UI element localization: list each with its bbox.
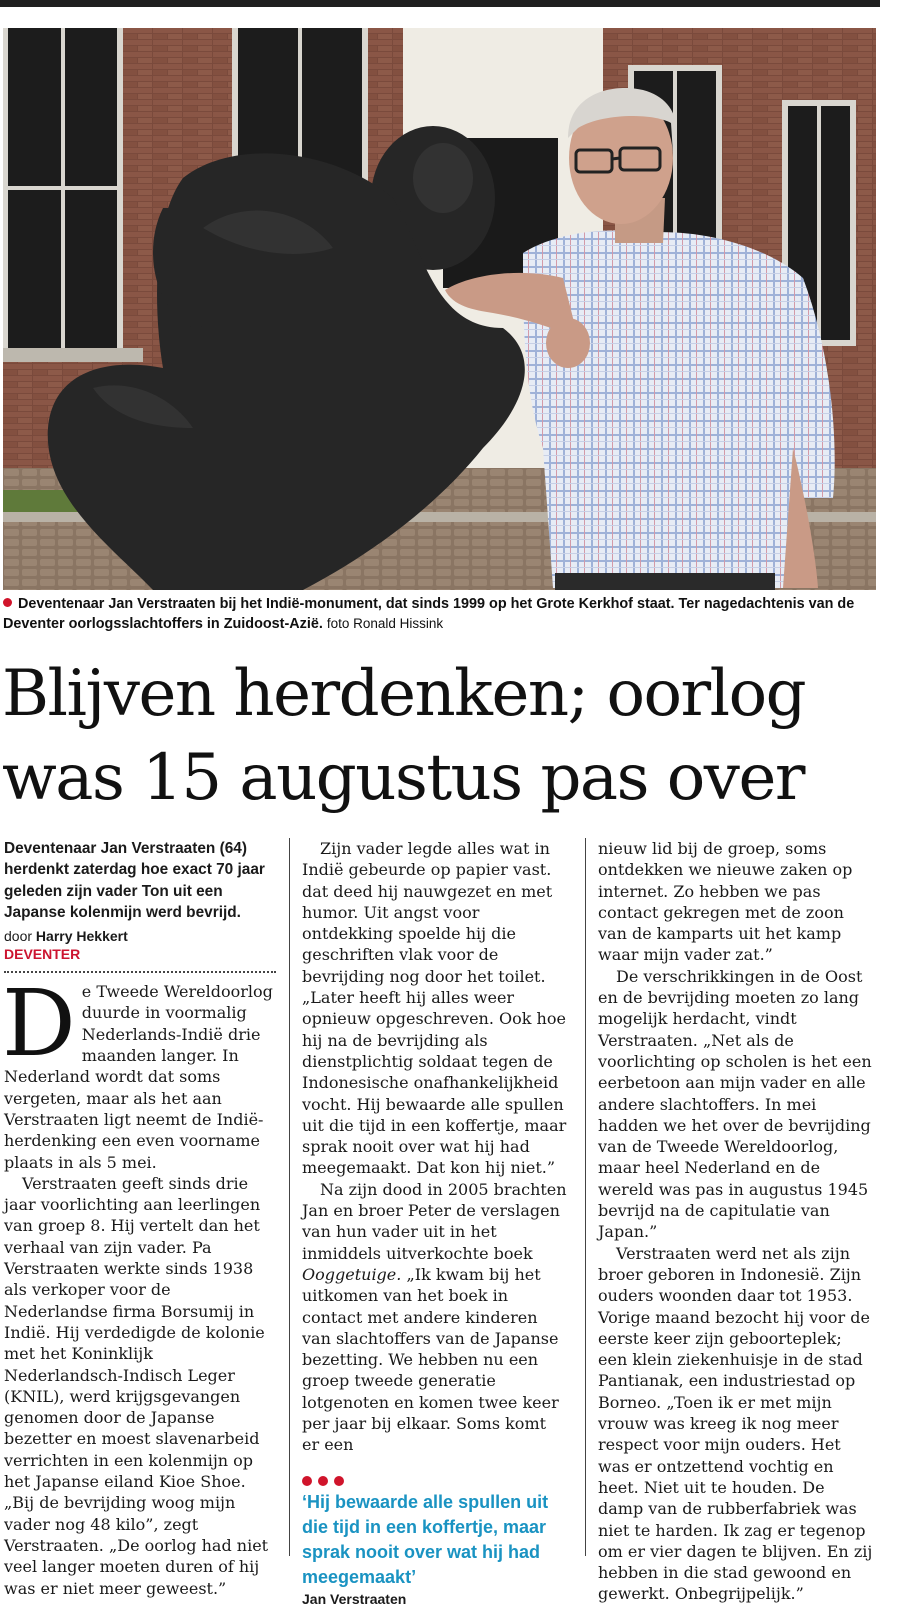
- article-intro: Deventenaar Jan Verstraaten (64) herdenkt zaterdag hoe exact 70 jaar geleden zijn vader Ton uit een Japanse kolenmijn werd bevrijd.: [4, 840, 265, 921]
- paragraph-text: Na zijn dood in 2005 brachten Jan en broer Peter de verslagen van hun vader uit in het inmiddels uitverkochte boek: [302, 1179, 567, 1263]
- caption-text: Deventenaar Jan Verstraaten bij het Indië-monument, dat sinds 1999 op het Grote Kerkhof staat. Ter nagedachtenis van de Deventer oorlogsslachtoffers in Zuidoost-Azië.: [3, 596, 855, 632]
- headline: [2, 652, 882, 820]
- column-2: [302, 838, 567, 1608]
- paragraph: Verstraaten werd net als zijn broer geboren in Indonesië. Zijn ouders woonden daar tot 1953. Vorige maand bezocht hij voor de eerste keer zijn geboorteplek; een klein ziekenhuisje in de stad Pantianak, een industriestad op Borneo. „Toen ik er met mijn vrouw was kreeg ik nog meer respect voor mijn ouders. Het was er ontzettend vochtig en heet. Niet uit te houden. De damp van de rubberfabriek was niet te harden. Ik zag er tegenop om er vier dagen te blijven. En zij hebben in die stad gewoond en gewerkt. Onbegrijpelijk.”: [598, 1243, 873, 1604]
- headline-line-1: Blijven herdenken; oorlog: [2, 657, 806, 731]
- column-1: [4, 838, 276, 1599]
- headline-line-2: was 15 augustus pas over: [2, 741, 804, 815]
- paragraph: nieuw lid bij de groep, soms ontdekken we nieuwe zaken op internet. Zo hebben we pas contact gekregen met de zoon van de kamparts uit het kamp waar mijn vader zat.”: [598, 839, 853, 965]
- photo-icon: [3, 28, 876, 590]
- caption-bullet-icon: [3, 598, 12, 607]
- column-divider: [585, 838, 586, 1556]
- paragraph: De verschrikkingen in de Oost en de bevrijding moeten zo lang mogelijk herdacht, vindt Verstraaten. „Net als de voorlichting op scholen is het een eerbetoon aan mijn vader en alle andere slachtoffers. In mei hadden we het over de bevrijding van de Tweede Wereldoorlog, maar heel Nederland en de wereld was pas in augustus 1945 bevrijd na de capitulatie van Japan.”: [598, 966, 872, 1242]
- byline-prefix: door: [4, 928, 33, 945]
- article-photo: [3, 28, 876, 590]
- paragraph: [302, 1179, 567, 1456]
- column-3: [598, 838, 874, 1605]
- book-title: Ooggetuige.: [302, 1264, 402, 1284]
- paragraph-text: „Ik kwam bij het uitkomen van het boek in contact met andere kinderen van slachtoffers van de Japanse bezetting. We hebben nu een groep tweede generatie lotgenoten en komen twee keer per jaar bij elkaar. Soms komt er een: [302, 1264, 559, 1455]
- paragraph: [2, 970, 276, 1173]
- column-divider: [289, 838, 290, 1556]
- drop-cap: D: [2, 970, 76, 1078]
- quote-marker-icon: [302, 1470, 567, 1482]
- photo-caption: [3, 594, 876, 634]
- paragraph: Verstraaten geeft sinds drie jaar voorlichting aan leerlingen van groep 8. Hij vertelt dan het verhaal van zijn vader. Pa Verstraaten werkte sinds 1938 als verkoper voor de Nederlandse firma Borsumij in Indië. Hij verdedigde de kolonie met het Koninklijk Nederlandsch-Indisch Leger (KNIL), werd krijgsgevangen genomen door de Japanse bezetter en moest slavenarbeid verrichten in een kolenmijn op het Japanse eiland Kioe Shoe. „Bij de bevrijding woog mijn vader nog 48 kilo”, zegt Verstraaten. „De oorlog had niet veel langer moeten duren of hij was er niet meer geweest.”: [4, 1173, 269, 1598]
- paragraph: Zijn vader legde alles wat in Indië gebeurde op papier vast. dat deed hij nauwgezet en met humor. Uit angst voor ontdekking spoelde hij die geschriften vlak voor de bevrijding nog door het toilet. „Later heeft hij alles weer opnieuw opgeschreven. Ook hoe hij na de bevrijding als dienstplichtig soldaat tegen de Indonesische onafhankelijkheid vocht. Hij bewaarde alle spullen uit die tijd in een koffertje, maar sprak nooit over wat hij had meegemaakt. Dat kon hij niet.”: [302, 839, 567, 1178]
- top-rule: [0, 0, 880, 7]
- paragraph-text: e Tweede Wereldoorlog duurde in voormalig Nederlands-Indië drie maanden langer. In Nederland wordt dat soms vergeten, maar als het aan Verstraaten ligt neemt de Indië-herdenking een even voorname plaats in als 5 mei.: [4, 982, 273, 1172]
- pull-quote: ‘Hij bewaarde alle spullen uit die tijd in een koffertje, maar sprak nooit over wat hij had meegemaakt’: [302, 1491, 549, 1587]
- photo-credit: foto Ronald Hissink: [326, 616, 444, 631]
- pull-quote-author: Jan Verstraaten: [302, 1590, 407, 1607]
- byline: [4, 927, 276, 945]
- dateline: DEVENTER: [4, 946, 81, 963]
- author-name: Harry Hekkert: [35, 928, 128, 945]
